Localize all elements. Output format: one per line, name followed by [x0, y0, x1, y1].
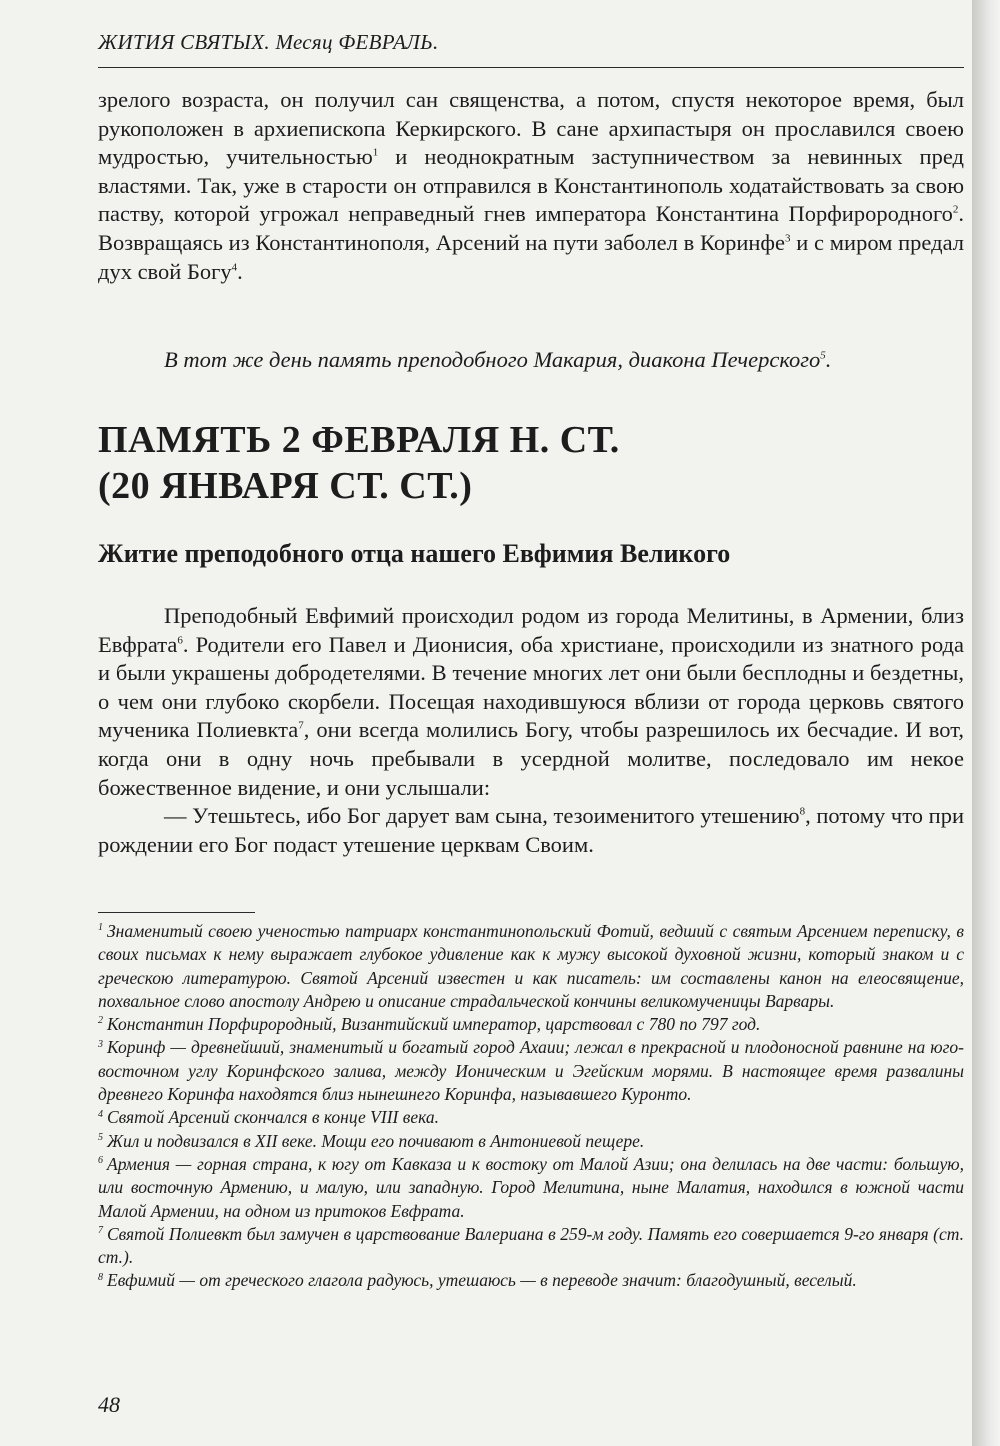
section-title	[98, 417, 964, 509]
footnote-text: Коринф — древнейший, знаменитый и богатый город Ахаии; лежал в прекрасной и плодоносной равнине на юго-восточном углу Коринфского залива, между Ионическим и Эгейским морями. В настоящее время развалины древнего Коринфа находятся близ нынешнего Коринфа, называвшего Куронто.	[98, 1037, 964, 1105]
footnote	[98, 1106, 964, 1129]
footnote-text: Знаменитый своею ученостью патриарх константинопольский Фотий, ведший с святым Арсением переписку, в своих письмах к нему выражает глубокое удивление как к мужу высокой духовной жизни, который знаком и с греческою литературою. Святой Арсений известен и как писатель: им составлены канон на елеосвящение, похвальное слово апостолу Андрею и описание страдальческой кончины великомученицы Варвары.	[98, 921, 964, 1011]
footnote	[98, 920, 964, 1013]
footnote	[98, 1223, 964, 1270]
footnote-ref-7[interactable]: 7	[298, 719, 304, 732]
intro-text-2: и неоднократным заступничеством за невинных пред властями. Так, уже в старости он отправился в Константинополь ходатайствовать за свою паству, которой угрожал неправедный гнев императора Константина Порфирородного	[98, 144, 964, 227]
intro-text-5: .	[237, 258, 243, 284]
footnote-text: Константин Порфирородный, Византийский император, царствовал с 780 по 797 год.	[107, 1014, 761, 1035]
footnote-text: Евфимий — от греческого глагола радуюсь, утешаюсь — в переводе значит: благодушный, веселый.	[107, 1270, 857, 1291]
footnote-mark: 1	[98, 922, 103, 934]
life-paragraph	[98, 602, 964, 802]
footnote-text: Жил и подвизался в XII веке. Мощи его почивают в Антониевой пещере.	[107, 1130, 645, 1151]
footnote-mark: 8	[98, 1271, 103, 1283]
footnote	[98, 1153, 964, 1223]
footnote-ref-8[interactable]: 8	[799, 805, 806, 818]
memorial-line	[98, 346, 964, 375]
footnote-ref-3[interactable]: 3	[785, 232, 791, 245]
header-rule	[98, 67, 964, 68]
running-header: ЖИТИЯ СВЯТЫХ. Месяц ФЕВРАЛЬ.	[98, 30, 439, 54]
footnote	[98, 1269, 964, 1292]
footnote-mark: 6	[98, 1155, 103, 1167]
footnote-text: Святой Полиевкт был замучен в царствование Валериана в 259-м году. Память его совершается 9-го января (ст. ст.).	[98, 1223, 964, 1268]
intro-text-3: . Возвращаясь из Константинополя, Арсений на пути заболел в Коринфе	[98, 201, 964, 255]
footnote-text: Святой Арсений скончался в конце VIII века.	[107, 1107, 439, 1128]
footnote-mark: 5	[98, 1131, 103, 1143]
footnote-ref-5[interactable]: 5	[820, 349, 826, 362]
quote-text-1: — Утешьтесь, ибо Бог дарует вам сына, тезоименитого утешению	[164, 803, 800, 829]
quote-paragraph	[98, 802, 964, 859]
quote-text-2: , потому что при рождении его Бог подаст утешение церквам Своим.	[98, 803, 964, 857]
memorial-text: В тот же день память преподобного Макария, диакона Печерского	[164, 347, 821, 372]
intro-paragraph	[98, 86, 964, 286]
intro-text-4: и с миром предал дух свой Богу	[98, 229, 964, 284]
memorial-end: .	[825, 347, 832, 372]
footnote-mark: 7	[98, 1225, 103, 1237]
page-number: 48	[98, 1392, 120, 1417]
footnote-ref-4[interactable]: 4	[231, 261, 238, 274]
footnote	[98, 1130, 964, 1153]
intro-text-1: зрелого возраста, он получил сан священства, а потом, спустя некоторое время, был рукоположен в архиепископа Керкирского. В сане архипастыря он прославился своею мудростью, учительностью	[98, 87, 964, 170]
footnote	[98, 1036, 964, 1106]
life-text-2: . Родители его Павел и Дионисия, оба христиане, происходили из знатного рода и были украшены добродетелями. В течение многих лет они были бесплодны и бездетны, о чем они глубоко скорбели. Посещая находившуюся вблизи от города церковь святого мученика Полиевкта	[98, 631, 964, 743]
footnote-mark: 4	[98, 1108, 103, 1120]
life-text-1: Преподобный Евфимий происходил родом из города Мелитины, в Армении, близ Евфрата	[98, 603, 964, 657]
footnote-mark: 3	[98, 1038, 103, 1050]
life-text-3: , они всегда молились Богу, чтобы разрешилось их бесчадие. И вот, когда они в одну ночь пребывали в усердной молитве, последовало им некое божественное видение, и они услышали:	[98, 717, 964, 800]
footnotes	[98, 920, 964, 1293]
life-title: Житие преподобного отца нашего Евфимия Великого	[98, 539, 731, 568]
footnote	[98, 1013, 964, 1036]
footnote-ref-1[interactable]: 1	[372, 146, 379, 159]
footnote-ref-2[interactable]: 2	[952, 203, 959, 216]
footnote-rule	[98, 912, 255, 913]
section-title-line-1: ПАМЯТЬ 2 ФЕВРАЛЯ Н. СТ.	[98, 419, 620, 461]
life-body	[98, 602, 964, 859]
page-edge	[972, 0, 1000, 1446]
footnote-ref-6[interactable]: 6	[177, 634, 183, 647]
footnote-mark: 2	[98, 1015, 103, 1027]
footnote-text: Армения — горная страна, к югу от Кавказа и к востоку от Малой Азии; она делилась на две части: большую, или восточную Армению, и малую, или западную. Город Мелитина, ныне Малатия, находился в южной части Малой Армении, на одном из притоков Евфрата.	[98, 1153, 964, 1221]
section-title-line-2: (20 ЯНВАРЯ СТ. СТ.)	[98, 465, 473, 507]
